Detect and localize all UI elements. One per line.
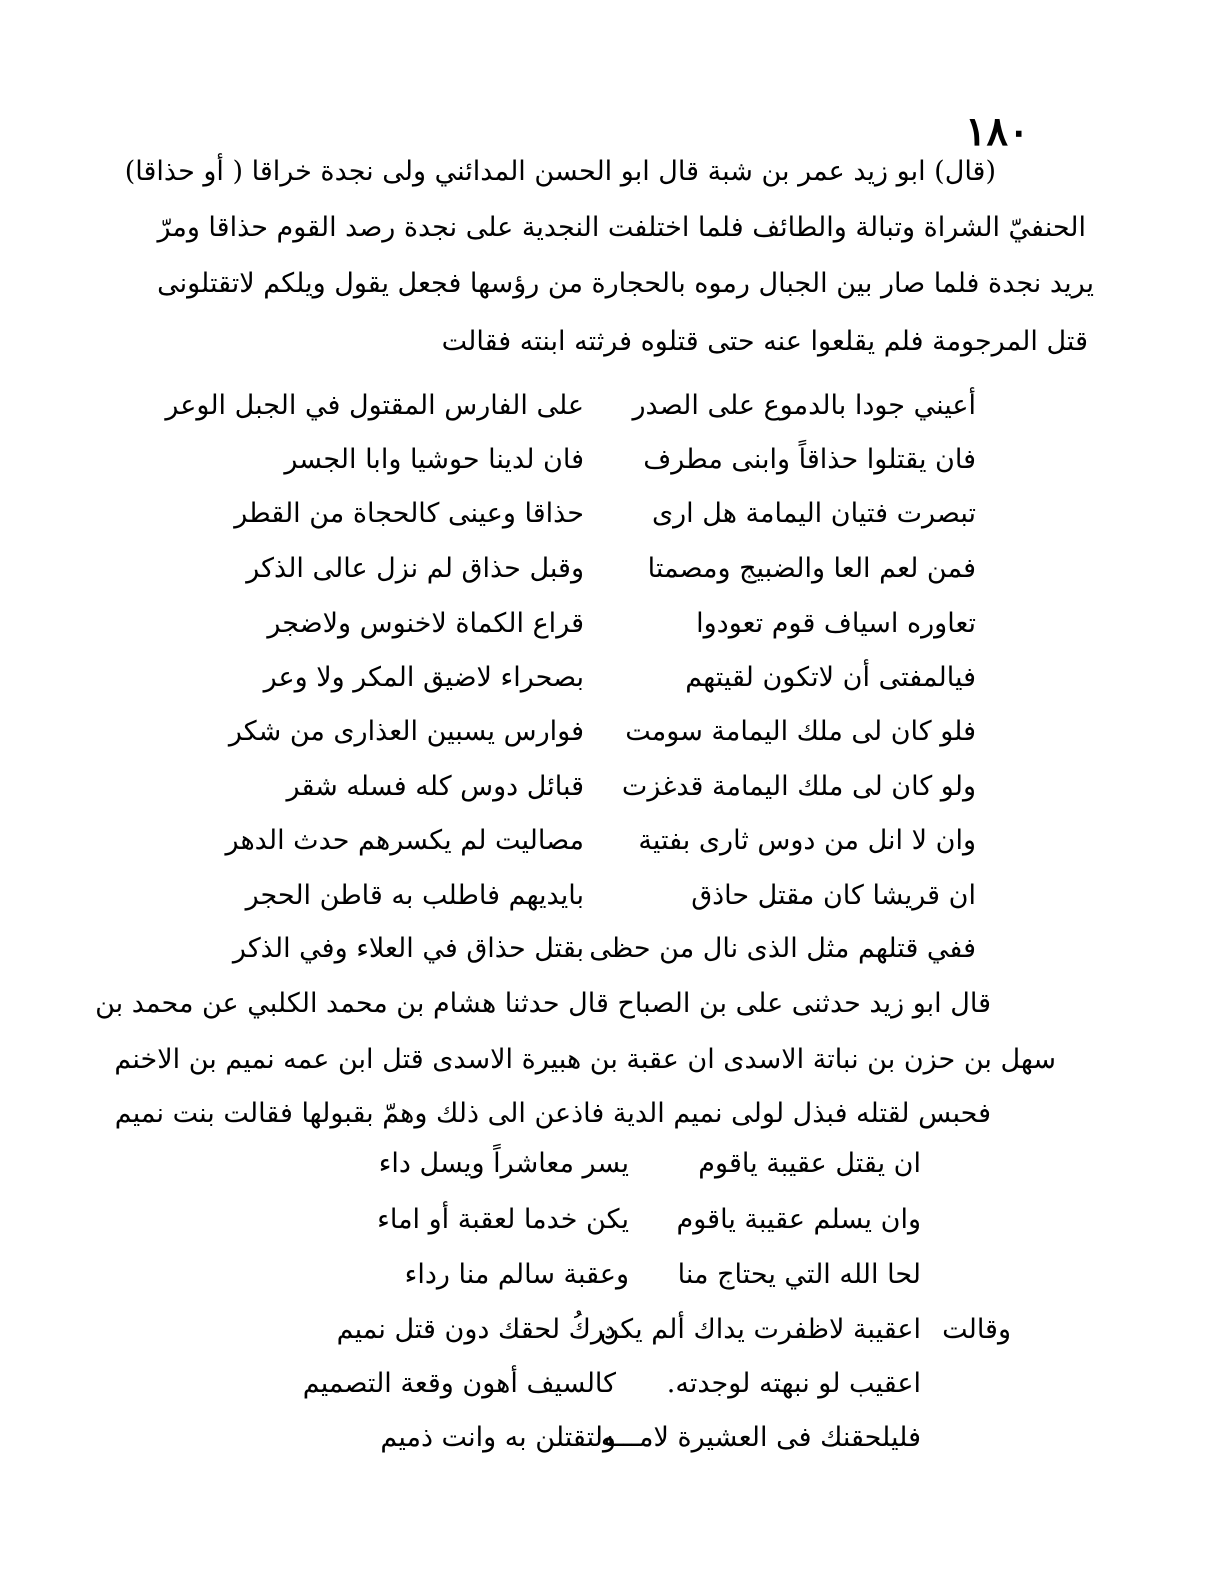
prose-line: الحنفيّ الشراة وتبالة والطائف فلما اختلفت النجدية على نجدة رصد القوم حذاقا ومرّ bbox=[157, 212, 1086, 243]
verse-hemistich-first: اعقيبة لاظفرت يداك ألم يكن bbox=[599, 1314, 921, 1345]
verse-line bbox=[286, 1424, 946, 1460]
verse-hemistich-first: أعيني جودا بالدموع على الصدر bbox=[632, 390, 976, 421]
verse-line bbox=[236, 500, 976, 536]
verse-hemistich-second: وقبل حذاق لم نزل عالى الذكر bbox=[246, 553, 584, 584]
verse-hemistich-second: بايديهم فاطلب به قاطن الحجر bbox=[245, 880, 584, 911]
verse-line bbox=[232, 933, 976, 971]
verse-hemistich-second: كالسيف أهون وقعة التصميم bbox=[302, 1368, 616, 1399]
verse-hemistich-first: تعاوره اسياف قوم تعودوا bbox=[696, 608, 976, 639]
verse-line bbox=[236, 882, 976, 918]
verse-line bbox=[191, 1316, 1011, 1352]
verse-hemistich-second: ولتقتلن به وانت ذميم bbox=[380, 1422, 616, 1453]
prose-line: (قال) ابو زيد عمر بن شبة قال ابو الحسن المدائني ولى نجدة خراقا ( أو حذاقا) bbox=[124, 156, 996, 187]
verse-line bbox=[165, 390, 976, 428]
verse-hemistich-second: وعقبة سالم منا رداء bbox=[404, 1259, 629, 1290]
verse-hemistich-first: وان يسلم عقيبة ياقوم bbox=[676, 1204, 921, 1235]
verse-hemistich-first: ان قريشا كان مقتل حاذق bbox=[691, 880, 976, 911]
verse-hemistich-second: على الفارس المقتول في الجبل الوعر bbox=[165, 390, 584, 421]
verse-hemistich-first: لحا الله التي يحتاج منا bbox=[677, 1259, 921, 1290]
prose-line: سهل بن حزن بن نباتة الاسدى ان عقبة بن هبيرة الاسدى قتل ابن عمه نميم بن الاخنم bbox=[114, 1044, 1056, 1075]
verse-hemistich-second: دركُ لحقك دون قتل نميم bbox=[336, 1314, 616, 1345]
verse-hemistich-first: فيالمفتى أن لاتكون لقيتهم bbox=[685, 662, 976, 693]
poem-intro-word: وقالت bbox=[942, 1314, 1011, 1345]
verse-hemistich-first: فلو كان لى ملك اليمامة سومت bbox=[625, 716, 976, 747]
verse-line bbox=[286, 1370, 946, 1406]
verse-line bbox=[236, 555, 976, 591]
verse-hemistich-first: وان لا انل من دوس ثارى بفتية bbox=[638, 825, 976, 856]
verse-line bbox=[311, 1150, 921, 1186]
prose-line: فحبس لقتله فبذل لولى نميم الدية فاذعن الى ذلك وهمّ بقبولها فقالت بنت نميم bbox=[114, 1098, 991, 1129]
verse-hemistich-first: ان يقتل عقيبة ياقوم bbox=[698, 1148, 921, 1179]
verse-line bbox=[236, 664, 976, 700]
verse-line bbox=[236, 773, 976, 809]
verse-hemistich-first: فمن لعم العا والضبيج ومصمتا bbox=[647, 553, 976, 584]
verse-hemistich-second: مصاليت لم يكسرهم حدث الدهر bbox=[225, 825, 584, 856]
page-number: ١٨٠ bbox=[965, 108, 1030, 155]
verse-hemistich-first: ولو كان لى ملك اليمامة قدغزت bbox=[621, 771, 976, 802]
verse-hemistich-second: بقتل حذاق في العلاء وفي الذكر bbox=[232, 933, 584, 964]
verse-line bbox=[311, 1261, 921, 1297]
verse-hemistich-second: يكن خدما لعقبة أو اماء bbox=[377, 1204, 629, 1235]
prose-line: يريد نجدة فلما صار بين الجبال رموه بالحجارة من رؤسها فجعل يقول ويلكم لاتقتلونى bbox=[157, 268, 1094, 299]
verse-hemistich-first: ففي قتلهم مثل الذى نال من حظى bbox=[589, 933, 976, 964]
verse-hemistich-second: فوارس يسبين العذارى من شكر bbox=[228, 716, 584, 747]
verse-line bbox=[236, 446, 976, 482]
verse-hemistich-second: يسر معاشراً ويسل داء bbox=[378, 1148, 629, 1179]
prose-line: قتل المرجومة فلم يقلعوا عنه حتى قتلوه فرثته ابنته فقالت bbox=[441, 326, 1088, 357]
verse-hemistich-second: قراع الكماة لاخنوس ولاضجر bbox=[267, 608, 584, 639]
verse-line bbox=[311, 1206, 921, 1242]
prose-line: قال ابو زيد حدثنى على بن الصباح قال حدثنا هشام بن محمد الكلبي عن محمد بن bbox=[95, 988, 991, 1019]
verse-hemistich-second: بصحراء لاضيق المكر ولا وعر bbox=[263, 662, 584, 693]
verse-hemistich-second: قبائل دوس كله فسله شقر bbox=[286, 771, 584, 802]
verse-hemistich-first: فليلحقنك فى العشيرة لامـــه bbox=[600, 1422, 921, 1453]
verse-hemistich-second: فان لدينا حوشيا وابا الجسر bbox=[284, 444, 584, 475]
verse-hemistich-first: فان يقتلوا حذاقاً وابنى مطرف bbox=[643, 444, 976, 475]
verse-hemistich-first: اعقيب لو نبهته لوجدته. bbox=[666, 1368, 921, 1399]
verse-line bbox=[236, 610, 976, 646]
verse-hemistich-first: تبصرت فتيان اليمامة هل ارى bbox=[652, 498, 976, 529]
verse-line bbox=[225, 825, 976, 863]
verse-line bbox=[228, 716, 976, 754]
verse-hemistich-second: حذاقا وعينى كالحجاة من القطر bbox=[234, 498, 584, 529]
